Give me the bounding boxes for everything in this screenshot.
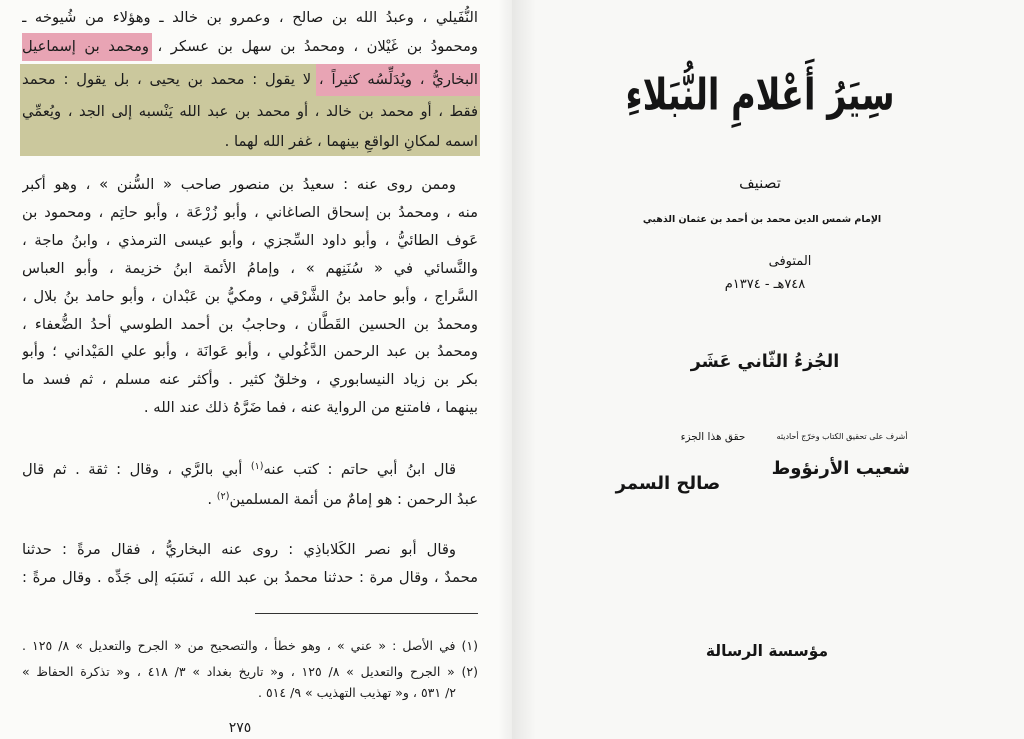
text-line-highlight-khaki — [20, 64, 480, 96]
page-number: ٢٧٥ — [228, 720, 252, 736]
text-line: بكر بن زياد النيسابوري ، وخلقٌ كثير . وأكثر عنه مسلم ، ثم فسد ما — [22, 371, 478, 388]
text-line: السَّراج ، وأبو حامد بنُ الشَّرْقي ، ومكيُّ بن عَبْدان ، وأبو حامد بنُ بلال ، — [22, 288, 478, 305]
text-segment: . — [207, 491, 217, 508]
footnote-rule — [255, 613, 478, 614]
page-gutter-shadow — [498, 0, 512, 739]
highlight-pink: البخاريُّ ، ويُدَلِّسُه كثيراً ، — [319, 64, 478, 96]
text-segment: ومحمودُ بن غَيْلان ، ومحمدُ بن سهل بن عسكر ، — [149, 38, 478, 55]
footnote-marker: (١) — [250, 461, 264, 473]
editor-label: حقق هذا الجزء — [680, 431, 746, 443]
text-line — [22, 456, 478, 484]
author-label: تصنيف — [739, 174, 781, 192]
footnote: (١) في الأصل : « عني » ، وهو خطأ ، والتصحيح من « الجرح والتعديل » ٨/ ١٢٥ . — [22, 638, 478, 653]
text-segment: قال ابنُ أبي حاتم : كتب عنه — [263, 461, 456, 478]
highlight-khaki: لا يقول : محمد بن يحيى ، بل يقول : محمد — [22, 71, 319, 88]
text-line: منه ، ومحمدُ بن إسحاق الصاغاني ، وأبو زُرْعَة ، وأبو حاتِم ، ومحمود بن — [22, 204, 478, 221]
text-line: وقال أبو نصر الكَلاباذِي : روى عنه البخاريُّ ، فقال مرةً : حدثنا — [22, 541, 456, 558]
text-line: محمدٌ ، وقال مرة : حدثنا محمدُ بن عبد الله ، نَسَبَه إلى جَدِّه . وقال مرةً : — [22, 569, 478, 586]
supervisor-name: شعيب الأرنؤوط — [771, 458, 910, 479]
text-line — [22, 486, 478, 514]
book-title: سِيَرُ أَعْلامِ النُّبَلاءِ — [625, 69, 895, 120]
death-label: المتوفى — [768, 254, 812, 269]
right-page-title — [512, 0, 1024, 739]
footnote-marker: (٢) — [216, 491, 230, 503]
author-name: الإمام شمس الدين محمد بن أحمد بن عثمان الذهبي — [642, 214, 882, 225]
publisher-name: مؤسسة الرسالة — [705, 642, 829, 660]
text-line: وممن روى عنه : سعيدُ بن منصور صاحب « السُّنن » ، وهو أكبر — [22, 176, 456, 193]
text-line: عَوف الطائيُّ ، وأبو داود السِّجزي ، وأبو عيسى الترمذي ، وابنُ ماجة ، — [22, 232, 478, 249]
text-line: النُّفَيلي ، وعبدُ الله بن صالح ، وعمرو بن خالد ـ وهؤلاء من شُيوخه ـ — [22, 9, 478, 26]
page-gutter-shadow — [512, 0, 536, 739]
editor-name: صالح السمر — [615, 473, 721, 494]
text-line: بينهما ، فامتنع من الرواية عنه ، فما ضَرَّهُ ذلك عند الله . — [143, 399, 478, 416]
text-segment: أبي بالرَّي ، وقال : ثقة . ثم قال — [22, 461, 251, 478]
text-line: ومحمدُ بن الحسين القَطَّان ، وحاجبُ بن أحمد الطوسي أحدُ الضُّعفاء ، — [22, 316, 478, 333]
highlight-pink: ومحمد بن إسماعيل — [22, 33, 149, 61]
death-dates: ٧٤٨هـ - ١٣٧٤م — [724, 277, 806, 292]
text-line-highlight-khaki: اسمه لمكانِ الواقعِ بينهما ، غفر الله لهما . — [20, 127, 480, 156]
volume-label: الجُزءُ الثّاني عَشَر — [690, 352, 840, 372]
text-segment: عبدُ الرحمن : هو إمامٌ من أئمة المسلمين — [229, 491, 478, 508]
text-line: ومحمدُ بن عبد الرحمن الدَّغُولي ، وأبو عَوانَة ، وأبو علي المَيْداني ؛ وأبو — [22, 343, 478, 360]
supervisor-label: أشرف على تحقيق الكتاب وخرّج أحاديثه — [776, 432, 908, 441]
text-line — [22, 33, 478, 61]
text-line: والنَّسائي في « سُنَنِهم » ، وإمامُ الأئمة ابنُ خزيمة ، وأبو العباس — [22, 260, 478, 277]
text-line-highlight-khaki: فقط ، أو محمد بن خالد ، أو محمد بن عبد الله يَنْسبه إلى الجد ، ويُعمِّي — [20, 96, 480, 127]
footnote: (٢) « الجرح والتعديل » ٨/ ١٢٥ ، و« تاريخ بغداد » ٣/ ٤١٨ ، و« تذكرة الحفاظ » — [22, 664, 478, 679]
footnote: ٢/ ٥٣١ ، و« تهذيب التهذيب » ٩/ ٥١٤ . — [258, 685, 456, 700]
